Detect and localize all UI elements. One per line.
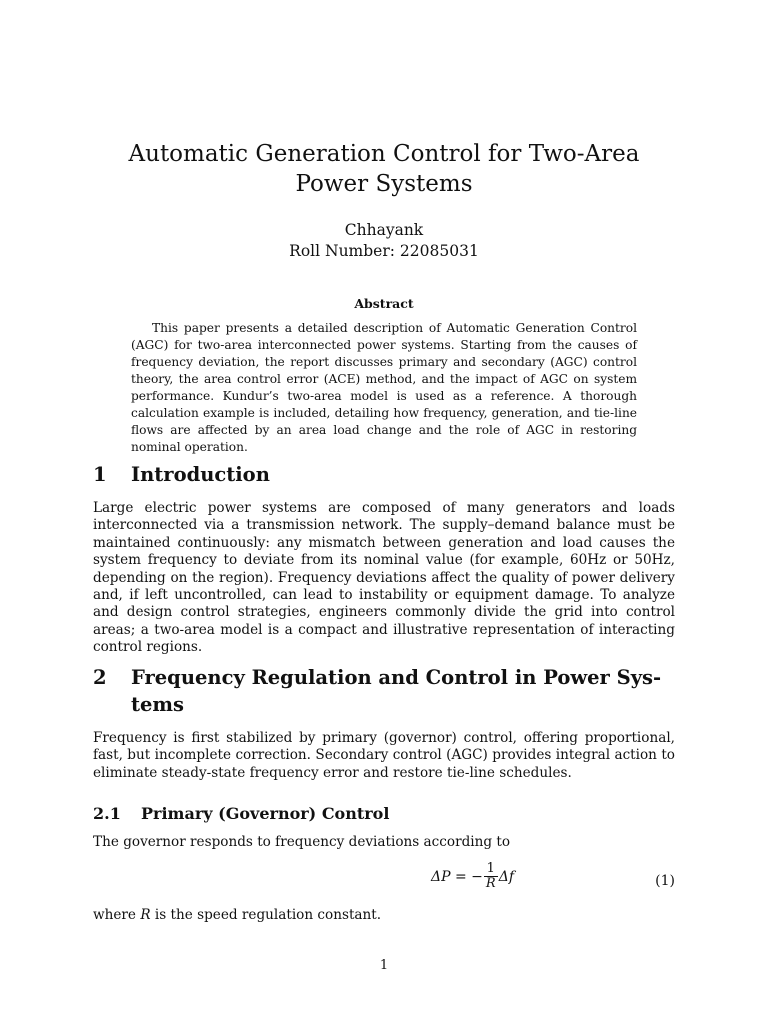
fraction-numerator: 1	[486, 861, 495, 876]
equation-number: (1)	[655, 873, 675, 889]
text-suffix: is the speed regulation constant.	[150, 907, 382, 923]
author-name: Chhayank	[344, 221, 424, 239]
subsection-title: Primary (Governor) Control	[141, 804, 390, 823]
equation-1	[93, 860, 675, 900]
regulation-constant-text	[93, 907, 675, 924]
subsection-heading-primary-control	[93, 803, 675, 825]
abstract-heading: Abstract	[354, 296, 414, 311]
frequency-regulation-paragraph: Frequency is first stabilized by primary (governor) control, offering proportional, fast, but incomplete correction. Secondary control (AGC) provides integral action to eliminate steady-state frequency error and restore tie-line schedules.	[93, 730, 675, 781]
section-heading-frequency-regulation-cont	[131, 691, 671, 718]
section-heading-frequency-regulation	[93, 664, 675, 691]
abstract-text: This paper presents a detailed description of Automatic Generation Control (AGC) for two-area interconnected power systems. Starting from the causes of frequency deviation, the report discusses primary and secondary (AGC) control theory, the area control error (ACE) method, and the impact of AGC on system performance. Kundur’s two-area model is used as a reference. A thorough calculation example is included, detailing how frequency, generation, and tie-line flows are affected by an area load change and the role of AGC in restoring nominal operation.	[131, 321, 637, 454]
section-title: Introduction	[131, 463, 270, 486]
section-heading-introduction	[93, 461, 675, 488]
equation-body	[431, 862, 514, 891]
subsection-number: 2.1	[93, 804, 121, 823]
equation-lhs: ΔP = −	[431, 868, 483, 885]
text-prefix: where	[93, 907, 141, 923]
section-title-line2: tems	[131, 693, 185, 716]
equation-rhs: Δf	[498, 868, 514, 885]
equation-fraction	[484, 862, 498, 891]
section-number: 2	[93, 666, 107, 689]
introduction-paragraph: Large electric power systems are composed of many generators and loads interconnected via a transmission network. The supply–demand balance must be maintained continuously: any mismatch between generation and load causes the system frequency to deviate from its nominal value (for example, 60Hz or 50Hz, depending on the region). Frequency deviations affect the quality of power delivery and, if left uncontrolled, can lead to instability or equipment damage. To analyze and design control strategies, engineers commonly divide the grid into control areas; a two-area model is a compact and illustrative representation of interacting control regions.	[93, 500, 675, 656]
page-number: 1	[379, 958, 389, 973]
fraction-denominator: R	[485, 876, 496, 891]
variable-r: R	[140, 907, 151, 923]
paper-title: Automatic Generation Control for Two-Area Power Systems	[128, 141, 640, 197]
roll-number: Roll Number: 22085031	[289, 242, 479, 260]
section-title-line1: Frequency Regulation and Control in Power Sys-	[131, 666, 662, 689]
governor-intro-text: The governor responds to frequency deviations according to	[93, 834, 511, 850]
section-number: 1	[93, 463, 107, 486]
